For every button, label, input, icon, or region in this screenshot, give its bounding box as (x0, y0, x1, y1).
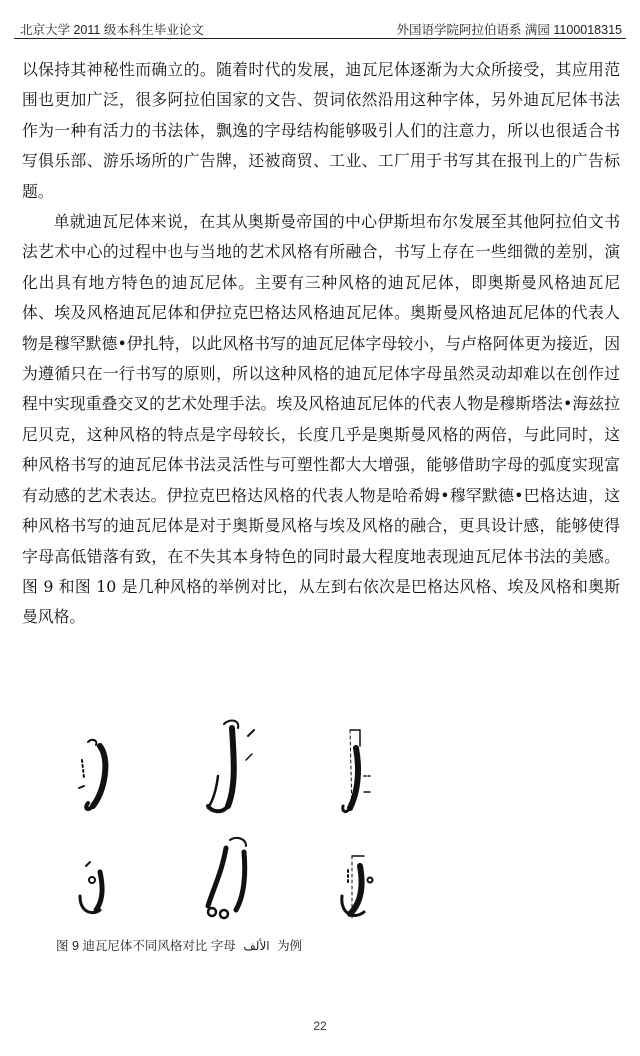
header-author-info: 外国语学院阿拉伯语系 满园 1100018315 (396, 23, 622, 37)
page-number: 22 (313, 1019, 327, 1033)
calligraphy-glyph-egypt-alif-lam (208, 838, 246, 918)
caption-prefix: 图 9 迪瓦尼体不同风格对比 字母 (56, 939, 236, 953)
calligraphy-glyph-baghdad-alif (79, 740, 105, 809)
calligraphy-glyph-baghdad-alif-lam (80, 862, 102, 913)
paragraph: 以保持其神秘性而确立的。随着时代的发展，迪瓦尼体逐渐为大众所接受，其应用范围也更加广泛，很多阿拉伯国家的文告、贺词依然沿用这种字体，另外迪瓦尼体书法作为一种有活力的书法体，飘逸的字母结构能够吸引人们的注意力，所以也很适合书写俱乐部、游乐场所的广告牌，还被商贸、工业、工厂用于书写其在报刊上的广告标题。 (22, 60, 620, 201)
calligraphy-glyph-egypt-alif (208, 721, 254, 812)
page-header (14, 18, 626, 39)
figure-caption (56, 936, 302, 954)
caption-suffix: 为例 (277, 939, 303, 953)
caption-arabic-letter: الألف (243, 939, 270, 953)
header-thesis-title: 北京大学 2011 级本科生毕业论文 (20, 23, 204, 37)
paragraph: 单就迪瓦尼体来说，在其从奥斯曼帝国的中心伊斯坦布尔发展至其他阿拉伯文书法艺术中心的过程中也与当地的艺术风格有所融合，书写上存在一些细微的差别，演化出具有地方特色的迪瓦尼体。主要有三种风格的迪瓦尼体，即奥斯曼风格迪瓦尼体、埃及风格迪瓦尼体和伊拉克巴格达风格迪瓦尼体。奥斯曼风格迪瓦尼体的代表人物是穆罕默德•伊扎特，以此风格书写的迪瓦尼体字母较小，与卢格阿体更为接近，因为遵循只在一行书写的原则，所以这种风格的迪瓦尼体字母虽然灵动却难以在创作过程中实现重叠交叉的艺术处理手法。埃及风格迪瓦尼体的代表人物是穆斯塔法•海兹拉尼贝克，这种风格的特点是字母较长，长度几乎是奥斯曼风格的两倍，与此同时，这种风格书写的迪瓦尼体书法灵活性与可塑性都大大增强，能够借助字母的弧度实现富有动感的艺术表达。伊拉克巴格达风格的代表人物是哈希姆•穆罕默德•巴格达迪，这种风格书写的迪瓦尼体是对于奥斯曼风格与埃及风格的融合，更具设计感，能够使得字母高低错落有致，在不失其本身特色的同时最大程度地表现迪瓦尼体书法的美感。图 9 和图 10 是几种风格的举例对比，从左到右依次是巴格达风格、埃及风格和奥斯曼风格。 (22, 212, 620, 627)
calligraphy-glyph-ottoman-alif-lam (342, 856, 373, 918)
calligraphy-glyph-ottoman-alif (343, 730, 372, 812)
body-text (22, 55, 620, 633)
